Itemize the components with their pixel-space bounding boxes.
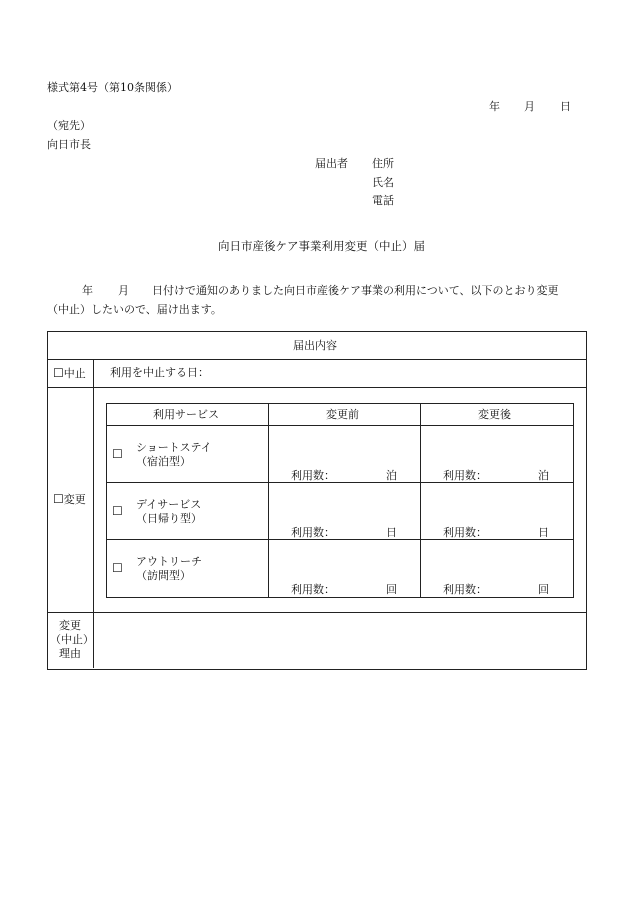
addressee-name: 向日市長 bbox=[47, 138, 91, 151]
form-number: 様式第4号（第10条関係） bbox=[47, 81, 178, 94]
after-count-label: 利用数： bbox=[443, 526, 487, 539]
applicant-name: 氏名 bbox=[372, 176, 394, 189]
table-divider bbox=[47, 612, 586, 613]
before-count-label: 利用数： bbox=[291, 526, 335, 539]
service-table-divider bbox=[106, 539, 573, 540]
reason-label-line1: 変更 bbox=[59, 619, 81, 632]
service-table-divider bbox=[106, 425, 573, 426]
service-table-divider bbox=[106, 482, 573, 483]
intro-text: 日付けで通知のありました向日市産後ケア事業の利用について、以下のとおり変更 bbox=[152, 284, 559, 297]
applicant-phone: 電話 bbox=[372, 194, 394, 207]
date-year: 年 bbox=[489, 100, 500, 113]
intro-line2: （中止）したいので、届け出ます。 bbox=[47, 303, 222, 316]
reason-input-area[interactable] bbox=[95, 614, 583, 666]
service-subtype: （訪問型） bbox=[136, 569, 191, 582]
service-checkbox-outreach[interactable]: ☐ bbox=[112, 561, 123, 575]
service-table-divider bbox=[420, 403, 421, 597]
column-header-before: 変更前 bbox=[326, 408, 359, 421]
table-divider bbox=[47, 359, 586, 360]
table-header: 届出内容 bbox=[293, 339, 337, 352]
applicant-label: 届出者 bbox=[315, 157, 348, 170]
before-count-label: 利用数： bbox=[291, 583, 335, 596]
service-name: デイサービス bbox=[136, 498, 202, 511]
intro-year: 年 bbox=[82, 284, 93, 297]
change-checkbox[interactable]: ☐ bbox=[53, 492, 64, 506]
before-count-unit: 日 bbox=[386, 526, 397, 539]
table-divider bbox=[93, 359, 94, 668]
service-subtype: （宿泊型） bbox=[136, 455, 191, 468]
cancel-checkbox[interactable]: ☐ bbox=[53, 366, 64, 380]
cancel-label: 中止 bbox=[63, 367, 86, 380]
after-count-label: 利用数： bbox=[443, 583, 487, 596]
column-header-service: 利用サービス bbox=[153, 408, 219, 421]
service-name: アウトリーチ bbox=[136, 555, 202, 568]
cancel-option[interactable] bbox=[53, 367, 86, 379]
applicant-address: 住所 bbox=[372, 157, 394, 170]
reason-label-line3: 理由 bbox=[59, 647, 81, 660]
column-header-after: 変更後 bbox=[478, 408, 511, 421]
service-checkbox-dayservice[interactable]: ☐ bbox=[112, 504, 123, 518]
date-month: 月 bbox=[524, 100, 535, 113]
addressee-label: （宛先） bbox=[47, 119, 91, 132]
after-count-label: 利用数： bbox=[443, 469, 487, 482]
service-checkbox-shortstay[interactable]: ☐ bbox=[112, 447, 123, 461]
change-option[interactable] bbox=[53, 493, 86, 505]
cancel-date-label: 利用を中止する日： bbox=[110, 366, 209, 379]
before-count-unit: 泊 bbox=[386, 469, 397, 482]
after-count-unit: 泊 bbox=[538, 469, 549, 482]
after-count-unit: 日 bbox=[538, 526, 549, 539]
after-count-unit: 回 bbox=[538, 583, 549, 596]
table-divider bbox=[47, 387, 586, 388]
reason-label-line2: （中止） bbox=[50, 633, 94, 646]
service-name: ショートステイ bbox=[136, 441, 212, 454]
before-count-unit: 回 bbox=[386, 583, 397, 596]
intro-month: 月 bbox=[118, 284, 129, 297]
service-table-divider bbox=[268, 403, 269, 597]
page-title: 向日市産後ケア事業利用変更（中止）届 bbox=[218, 239, 425, 253]
date-day: 日 bbox=[560, 100, 571, 113]
service-subtype: （日帰り型） bbox=[136, 512, 202, 525]
before-count-label: 利用数： bbox=[291, 469, 335, 482]
change-label: 変更 bbox=[63, 493, 86, 506]
